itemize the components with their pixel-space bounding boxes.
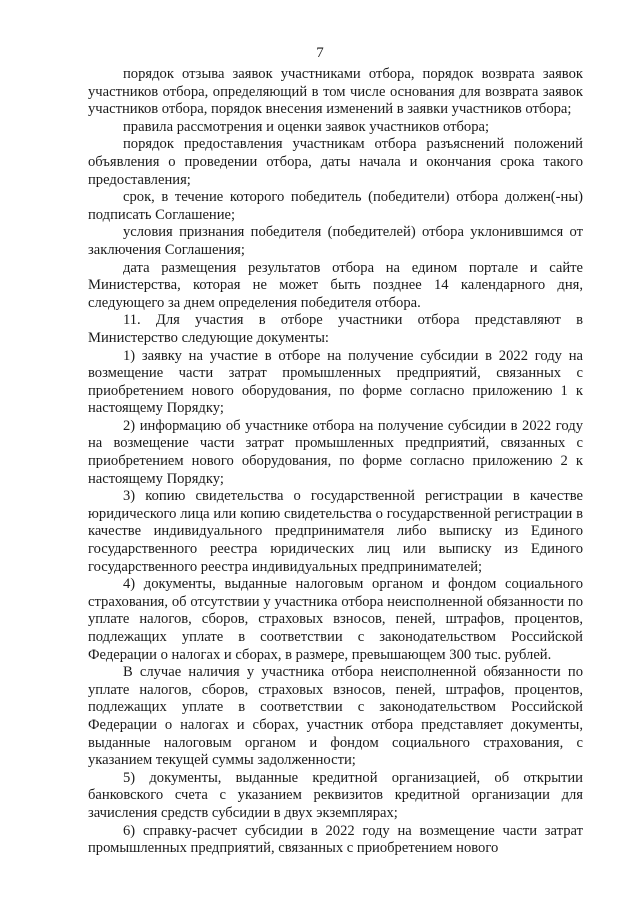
paragraph-signing-term: срок, в течение которого победитель (победители) отбора должен(-ны) подписать Соглашение; — [88, 189, 583, 223]
paragraph-item-2: 2) информацию об участнике отбора на получение субсидии в 2022 году на возмещение части затрат промышленных предприятий, связанных с приобретением нового оборудования, по форме согласно приложению 2 к настоящему Порядку; — [88, 417, 583, 487]
paragraph-debt-case: В случае наличия у участника отбора неисполненной обязанности по уплате налогов, сборов, страховых взносов, пеней, штрафов, процентов, подлежащих уплате в соответствии с законодательством Российской Федерации о налогах и сборах, участник отбора представляет документы, выданные налоговым органом и фондом социального страхования, с указанием текущей суммы задолженности; — [88, 664, 583, 769]
paragraph-item-3: 3) копию свидетельства о государственной регистрации в качестве юридического лица или копию свидетельства о государственной регистрации в качестве индивидуального предпринимателя либо выписку из Единого государственного реестра юридических лиц или выписку из Единого государственного реестра индивидуальных предпринимателей; — [88, 488, 583, 575]
document-body — [88, 66, 583, 858]
paragraph-item-1: 1) заявку на участие в отборе на получение субсидии в 2022 году на возмещение части затрат промышленных предприятий, связанных с приобретением нового оборудования, по форме согласно приложению 1 к настоящему Порядку; — [88, 347, 583, 417]
paragraph-item-6: 6) справку-расчет субсидии в 2022 году на возмещение части затрат промышленных предприятий, связанных с приобретением нового — [88, 822, 583, 857]
paragraph-section-11: 11. Для участия в отборе участники отбора представляют в Министерство следующие документы: — [88, 312, 583, 346]
paragraph-review-rules: правила рассмотрения и оценки заявок участников отбора; — [123, 118, 490, 135]
paragraph-clarification-procedure: порядок предоставления участникам отбора разъяснений положений объявления о проведении отбора, даты начала и окончания срока такого предоставления; — [88, 136, 583, 188]
paragraph-item-4: 4) документы, выданные налоговым органом и фондом социального страхования, об отсутствии у участника отбора неисполненной обязанности по уплате налогов, сборов, страховых взносов, пеней, штрафов, процентов, подлежащих уплате в соответствии с законодательством Российской Федерации о налогах и сборах, в размере, превышающем 300 тыс. рублей. — [88, 576, 583, 663]
page-number: 7 — [316, 45, 324, 61]
paragraph-item-5: 5) документы, выданные кредитной организацией, об открытии банковского счета с указанием реквизитов кредитной организации для зачисления средств субсидии в двух экземплярах; — [88, 769, 583, 821]
paragraph-evasion-conditions: условия признания победителя (победителей) отбора уклонившимся от заключения Соглашения; — [88, 224, 583, 258]
paragraph-withdrawal-procedure: порядок отзыва заявок участниками отбора, порядок возврата заявок участников отбора, определяющий в том числе основания для возврата заявок участников отбора, порядок внесения изменений в заявки участников отбора; — [88, 66, 583, 118]
paragraph-results-publication: дата размещения результатов отбора на едином портале и сайте Министерства, которая не может быть позднее 14 календарного дня, следующего за днем определения победителя отбора. — [88, 259, 583, 311]
